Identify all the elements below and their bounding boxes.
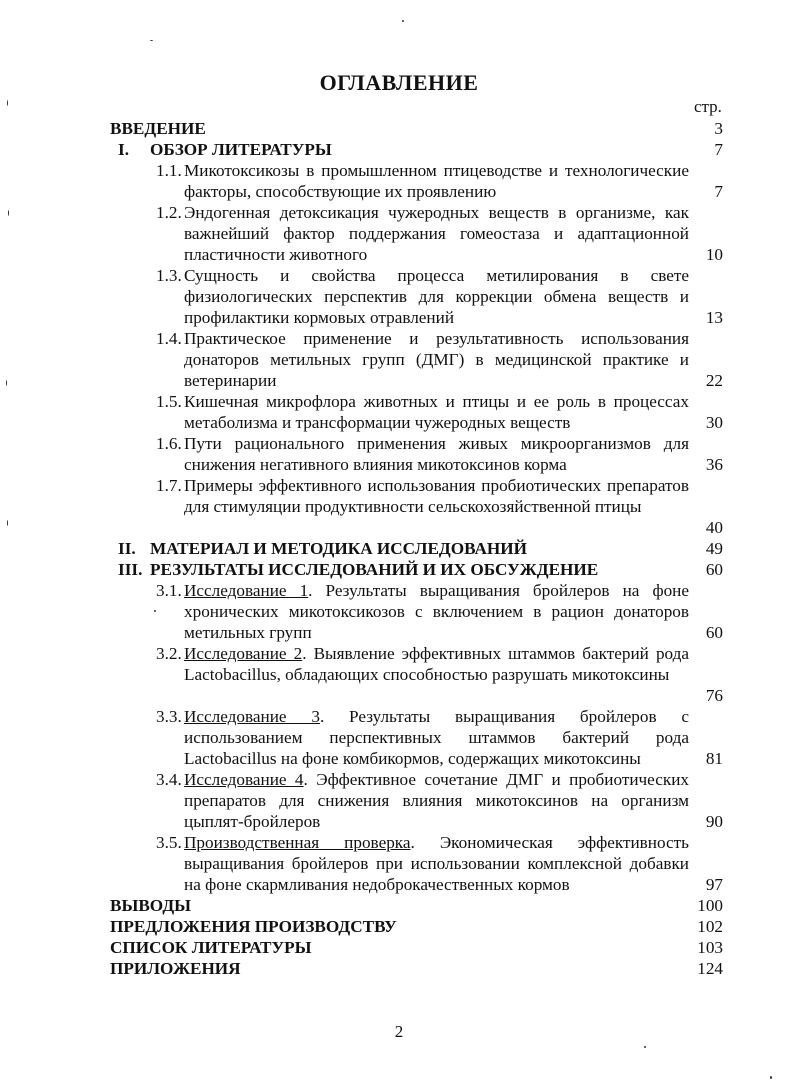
toc-subsection-number: 1.4.: [156, 329, 182, 348]
scan-speck: [154, 610, 156, 612]
toc-subsection: [0, 706, 798, 769]
toc-subsection: [0, 328, 798, 391]
toc-subsection-number: 3.3.: [156, 707, 182, 726]
toc-subsection: [0, 643, 798, 706]
toc-section: [0, 538, 798, 559]
toc-page-number: 7: [714, 140, 723, 159]
toc-subsection-text: Практическое применение и результативность использования донаторов метильных групп (ДМГ) в медицинской практике и ветеринарии: [184, 329, 689, 390]
toc-subsection: [0, 265, 798, 328]
toc-section-title: РЕЗУЛЬТАТЫ ИССЛЕДОВАНИЙ И ИХ ОБСУЖДЕНИЕ: [150, 560, 599, 579]
toc-page-number: 10: [705, 245, 723, 264]
toc-page-number: 90: [705, 812, 723, 831]
toc-subsection-number: 3.4.: [156, 770, 182, 789]
toc-subsection-title: [184, 328, 689, 391]
toc-subsection-title: [184, 832, 689, 895]
scan-speck: [8, 210, 9, 216]
toc-page-number: 60: [705, 623, 723, 642]
scan-speck: [644, 1046, 646, 1048]
toc-section: [0, 559, 798, 580]
toc-section-title: ОБЗОР ЛИТЕРАТУРЫ: [150, 140, 332, 159]
toc-page-number: 103: [697, 938, 723, 957]
toc-section: [0, 139, 798, 160]
toc-subsection-number: 1.5.: [156, 392, 182, 411]
toc-section-title: ПРИЛОЖЕНИЯ: [110, 959, 241, 978]
toc-section: [0, 937, 798, 958]
toc-subsection-text: . Эффективное сочетание ДМГ и пробиотических препаратов для снижения влияния микотоксинов на организм цыплят-бройлеров: [184, 770, 690, 831]
toc-subsection-number: 1.1.: [156, 161, 182, 180]
toc-section-title: ВЫВОДЫ: [110, 896, 192, 915]
toc-page-number: 30: [705, 413, 723, 432]
study-label: Производственная проверка: [184, 833, 411, 852]
scan-speck: [770, 1076, 772, 1079]
toc-page-number: 36: [705, 455, 723, 474]
toc-subsection-title: [184, 160, 689, 202]
toc-subsection-title: [184, 475, 689, 517]
toc-subsection: [0, 580, 798, 643]
toc-subsection-title: [184, 202, 689, 265]
toc-subsection: [0, 475, 798, 538]
toc-subsection-number: 1.2.: [156, 203, 182, 222]
page-column-label: стр.: [694, 97, 722, 116]
scan-speck: [7, 520, 8, 526]
toc-subsection-text: . Экономическая эффективность выращивания бройлеров при использовании комплексной добавки на фоне скармливания недоброкачественных кормов: [184, 833, 689, 894]
study-label: Исследование 3: [184, 707, 320, 726]
toc-section-number: I.: [118, 140, 129, 159]
toc-subsection: [0, 832, 798, 895]
toc-page-number: 49: [705, 539, 723, 558]
toc-subsection-text: Примеры эффективного использования пробиотических препаратов для стимуляции продуктивности сельскохозяйственной птицы: [184, 476, 689, 516]
toc-subsection: [0, 433, 798, 475]
page-title: ОГЛАВЛЕНИЕ: [319, 70, 479, 95]
toc-section-title: ПРЕДЛОЖЕНИЯ ПРОИЗВОДСТВУ: [110, 917, 397, 936]
toc-subsection-title: [184, 769, 689, 832]
toc-page-number: 100: [697, 896, 723, 915]
scan-speck: [7, 100, 8, 106]
scan-speck: [402, 20, 404, 22]
toc-subsection: [0, 202, 798, 265]
toc-page-number: 97: [705, 875, 723, 894]
toc-subsection-number: 1.3.: [156, 266, 182, 285]
toc-subsection-number: 3.5.: [156, 833, 182, 852]
toc-section-title: МАТЕРИАЛ И МЕТОДИКА ИССЛЕДОВАНИЙ: [150, 539, 528, 558]
toc-page-number: 22: [705, 371, 723, 390]
toc-page-number: 102: [697, 917, 723, 936]
toc-subsection-title: [184, 265, 689, 328]
toc-subsection-title: [184, 643, 689, 685]
toc-subsection-title: [184, 706, 689, 769]
study-label: Исследование 2: [184, 644, 303, 663]
toc-page-number: 124: [697, 959, 723, 978]
toc-subsection: [0, 160, 798, 202]
toc-subsection-text: Кишечная микрофлора животных и птицы и ее роль в процессах метаболизма и трансформации чужеродных веществ: [184, 392, 689, 432]
study-label: Исследование 1: [184, 581, 309, 600]
page-number: 2: [394, 1022, 404, 1041]
toc-page-number: 3: [714, 119, 723, 138]
toc-section: [0, 118, 798, 139]
toc-subsection: [0, 391, 798, 433]
toc-subsection-text: . Выявление эффективных штаммов бактерий рода Lactobacillus, обладающих способностью разрушать микотоксины: [184, 644, 690, 684]
toc-page-number: 7: [714, 182, 723, 201]
toc-subsection-text: Сущность и свойства процесса метилирования в свете физиологических перспектив для коррекции обмена веществ и профилактики кормовых отравлений: [184, 266, 689, 327]
toc-page-number: 76: [705, 686, 723, 705]
toc-section: [0, 916, 798, 937]
toc-page-number: 13: [705, 308, 723, 327]
study-label: Исследование 4: [184, 770, 304, 789]
toc-subsection-title: [184, 433, 689, 475]
toc-section-title: ВВЕДЕНИЕ: [110, 119, 206, 138]
toc-subsection-text: . Результаты выращивания бройлеров с использованием перспективных штаммов бактерий рода Lactobacillus на фоне комбикормов, содержащих микотоксины: [184, 707, 689, 768]
toc-section-number: II.: [118, 539, 136, 558]
toc-subsection-title: [184, 580, 689, 643]
toc-subsection-text: Эндогенная детоксикация чужеродных веществ в организме, как важнейший фактор поддержания гомеостаза и адаптационной пластичности животного: [184, 203, 689, 264]
toc-subsection-title: [184, 391, 689, 433]
toc-subsection-text: Микотоксикозы в промышленном птицеводстве и технологические факторы, способствующие их проявлению: [184, 161, 689, 201]
toc-subsection-number: 3.1.: [156, 581, 182, 600]
toc-subsection-number: 1.6.: [156, 434, 182, 453]
toc-subsection-text: Пути рационального применения живых микроорганизмов для снижения негативного влияния микотоксинов корма: [184, 434, 689, 474]
table-of-contents: [0, 118, 798, 979]
toc-subsection-number: 3.2.: [156, 644, 182, 663]
toc-section-title: СПИСОК ЛИТЕРАТУРЫ: [110, 938, 312, 957]
toc-page-number: 81: [705, 749, 723, 768]
toc-subsection-number: 1.7.: [156, 476, 182, 495]
toc-section-number: III.: [118, 560, 143, 579]
toc-subsection: [0, 769, 798, 832]
scan-speck: [6, 380, 7, 386]
toc-page-number: 60: [705, 560, 723, 579]
toc-section: [0, 958, 798, 979]
scan-speck: [150, 40, 153, 41]
toc-subsection-text: . Результаты выращивания бройлеров на фоне хронических микотоксикозов с включением в рацион донаторов метильных групп: [184, 581, 689, 642]
toc-page-number: 40: [705, 518, 723, 537]
toc-section: [0, 895, 798, 916]
